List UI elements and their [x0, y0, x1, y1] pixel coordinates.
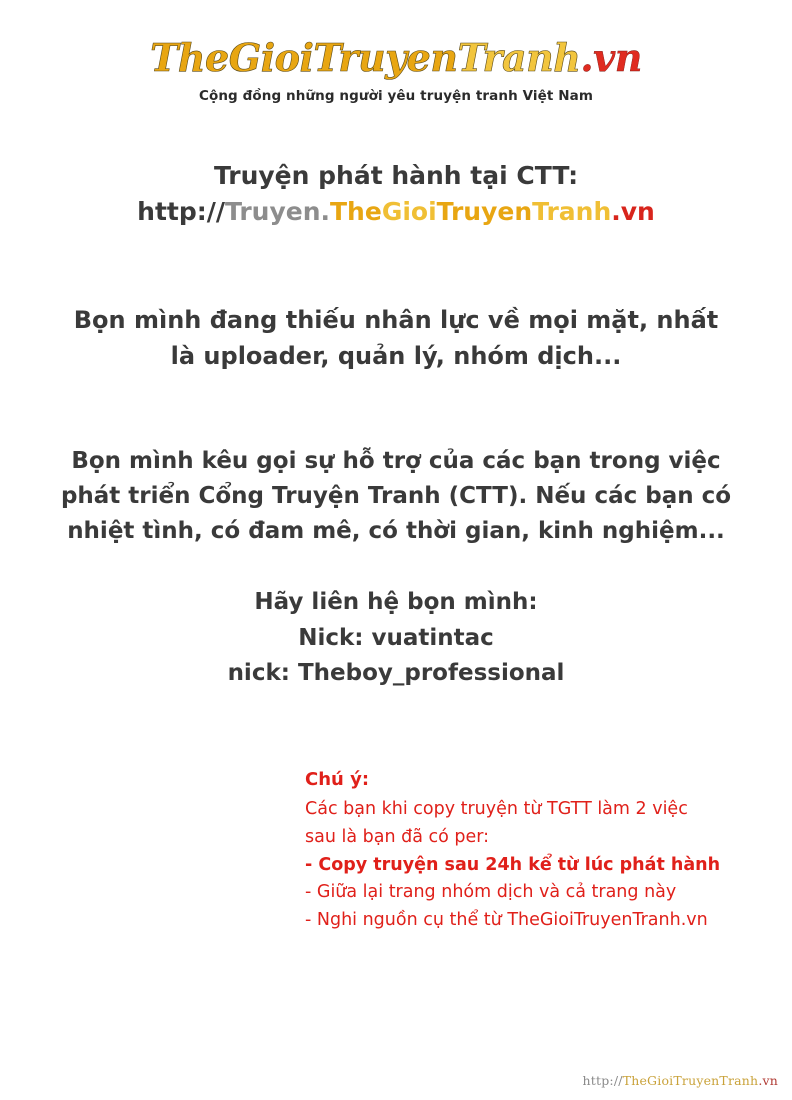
support-call-line-3: nhiệt tình, có đam mê, có thời gian, kinh nghiệm...	[67, 517, 725, 544]
url-subdomain: Truyen.	[225, 197, 330, 227]
url-part-tranh: Tranh	[532, 197, 612, 227]
support-call-line-2: phát triển Cổng Truyện Tranh (CTT). Nếu các bạn có	[60, 482, 732, 509]
site-tagline: Cộng đồng những người yêu truyện tranh Việt Nam	[198, 87, 594, 104]
contact-heading: Hãy liên hệ bọn mình:	[254, 589, 538, 615]
footer-domain: TheGioiTruyenTranh	[622, 1073, 759, 1088]
support-call-line-1: Bọn mình kêu gọi sự hỗ trợ của các bạn trong việc	[71, 448, 721, 474]
copy-notice-block	[305, 766, 765, 935]
contact-block	[0, 585, 792, 692]
support-call-block	[0, 444, 792, 549]
recruitment-line-2: là uploader, quản lý, nhóm dịch...	[170, 342, 622, 370]
footer-tld: .vn	[758, 1073, 778, 1088]
release-line-1: Truyện phát hành tại CTT:	[213, 161, 579, 190]
url-part-gioi: Gioi	[381, 197, 437, 227]
footer-watermark	[583, 1073, 778, 1088]
url-scheme: http://	[137, 197, 226, 227]
url-part-truyen: Truyen	[436, 197, 533, 227]
site-header	[0, 35, 792, 104]
url-tld: .vn	[611, 197, 655, 227]
logo-part-vn: .vn	[580, 35, 642, 80]
copy-notice-line-2: sau là bạn đã có per:	[305, 827, 490, 848]
copy-notice-rule-3: - Nghi nguồn cụ thể từ TheGioiTruyenTranh.vn	[305, 910, 708, 930]
recruitment-line-1: Bọn mình đang thiếu nhân lực về mọi mặt, nhất	[73, 306, 719, 334]
copy-notice-line-1: Các bạn khi copy truyện từ TGTT làm 2 việc	[305, 799, 688, 820]
copy-notice-rule-1: - Copy truyện sau 24h kể từ lúc phát hành	[305, 854, 721, 875]
logo-part-tranh: Tranh	[457, 35, 581, 80]
release-block	[0, 158, 792, 231]
release-url	[0, 194, 792, 230]
logo-part-thegioi: TheGioi	[150, 35, 314, 80]
footer-scheme: http://	[582, 1073, 623, 1088]
copy-notice-rule-2: - Giữa lại trang nhóm dịch và cả trang này	[305, 882, 677, 903]
copy-notice-title: Chú ý:	[305, 769, 370, 790]
url-part-the: The	[330, 197, 382, 227]
recruitment-block	[0, 302, 792, 374]
logo-part-truyen: Truyen	[313, 35, 458, 80]
contact-nick-1: Nick: vuatintac	[298, 624, 494, 651]
contact-nick-2: nick: Theboy_professional	[227, 660, 565, 687]
site-logo	[0, 35, 792, 80]
